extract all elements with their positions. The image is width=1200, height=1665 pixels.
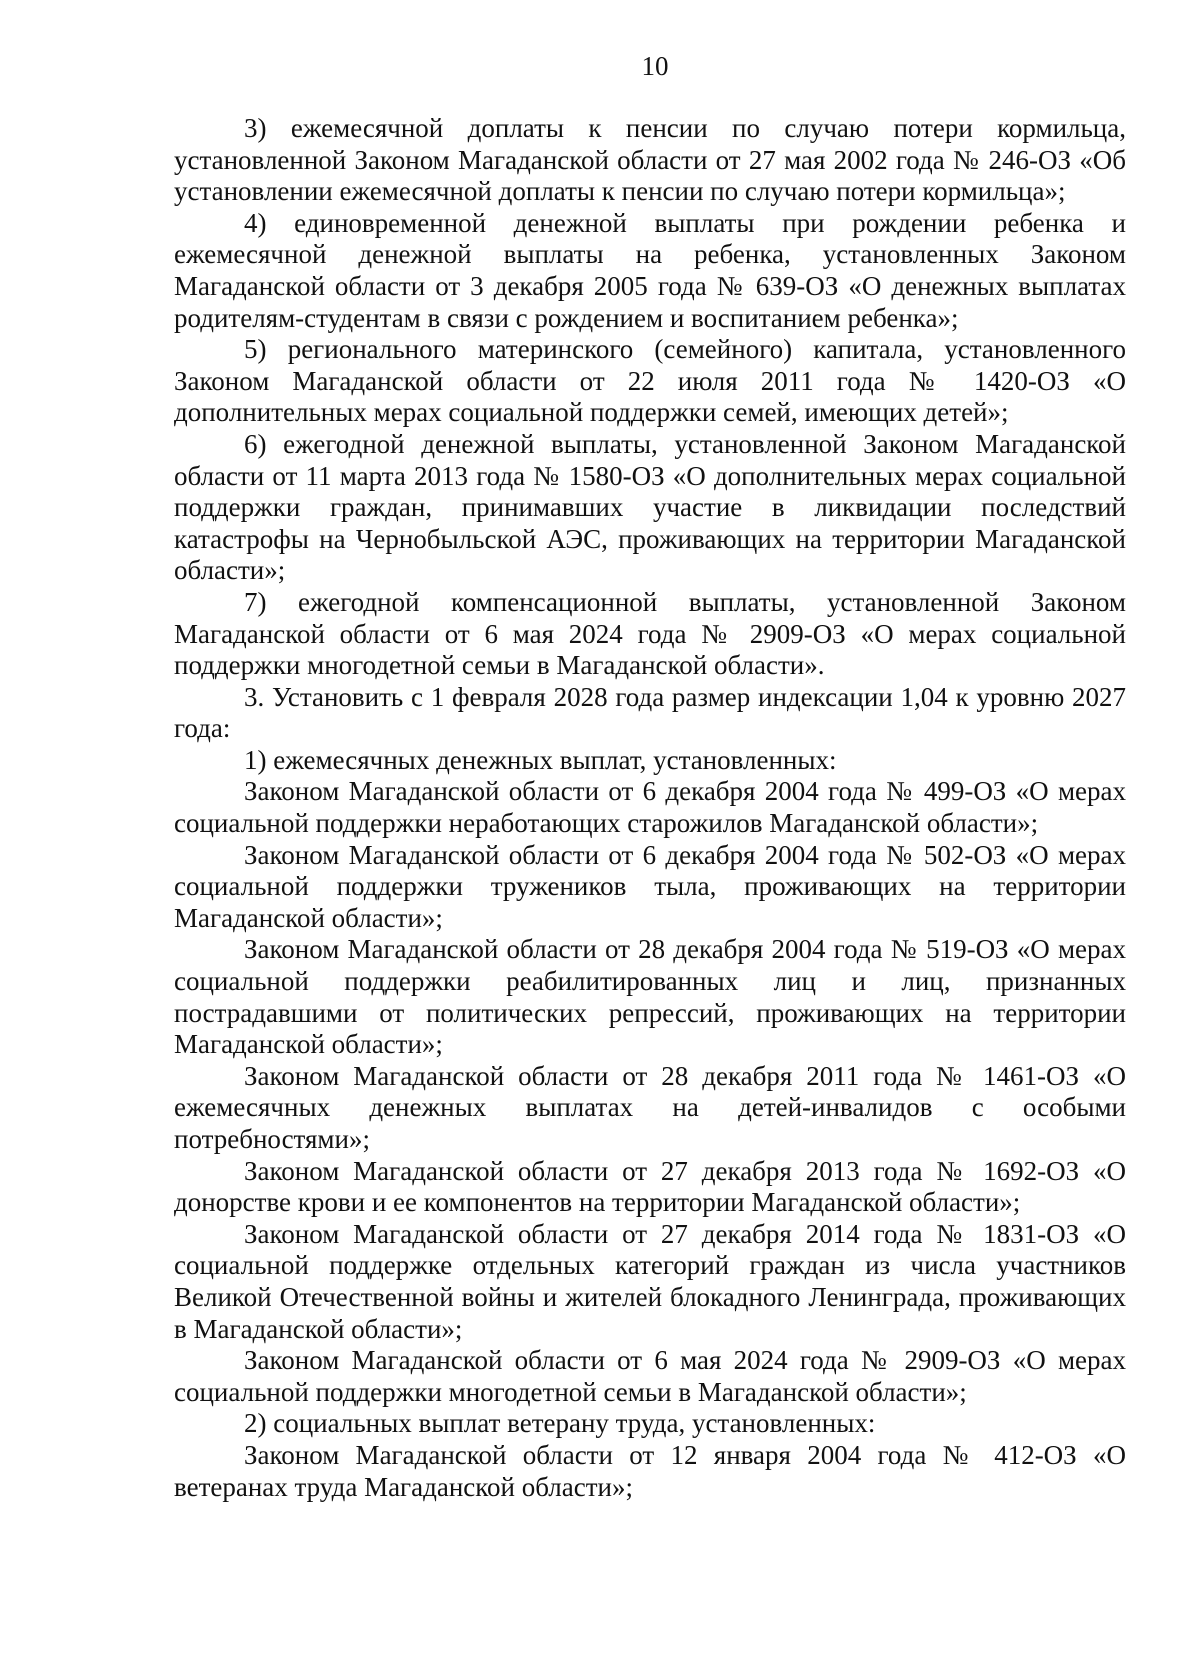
paragraph-subitem-2-labor-veteran: 2) социальных выплат ветерану труда, установленных: [244, 1408, 876, 1439]
paragraph-item-6-chernobyl-payment: 6) ежегодной денежной выплаты, установленной Законом Магаданской области от 11 марта 2013 года № 1580-ОЗ «О дополнительных мерах социальной поддержки граждан, принимавших участие в ликвидации последствий катастрофы на Чернобыльской АЭС, проживающих на территории Магаданской области»; [174, 428, 1126, 586]
paragraph-law-1831: Законом Магаданской области от 27 декабря 2014 года № 1831-ОЗ «О социальной поддержке отдельных категорий граждан из числа участников Великой Отечественной войны и жителей блокадного Ленинграда, проживающих в Магаданской области»; [174, 1218, 1126, 1344]
page-number: 10 [641, 51, 669, 81]
paragraph-item-3-survivor-pension: 3) ежемесячной доплаты к пенсии по случаю потери кормильца, установленной Законом Магаданской области от 27 мая 2002 года № 246-ОЗ «Об установлении ежемесячной доплаты к пенсии по случаю потери кормильца»; [174, 113, 1126, 207]
paragraph-item-5-maternity-capital: 5) регионального материнского (семейного) капитала, установленного Законом Магаданской области от 22 июля 2011 года № 1420-ОЗ «О дополнительных мерах социальной поддержки семей, имеющих детей»; [174, 334, 1126, 428]
paragraph-law-519: Законом Магаданской области от 28 декабря 2004 года № 519-ОЗ «О мерах социальной поддержки реабилитированных лиц и лиц, признанных пострадавшими от политических репрессий, проживающих на территории Магаданской области»; [174, 934, 1126, 1060]
paragraph-law-1461: Законом Магаданской области от 28 декабря 2011 года № 1461-ОЗ «О ежемесячных денежных выплатах на детей-инвалидов с особыми потребностями»; [174, 1060, 1126, 1154]
paragraph-law-499: Законом Магаданской области от 6 декабря 2004 года № 499-ОЗ «О мерах социальной поддержки неработающих старожилов Магаданской области»; [174, 776, 1126, 839]
paragraph-law-2909: Законом Магаданской области от 6 мая 2024 года № 2909-ОЗ «О мерах социальной поддержки многодетной семьи в Магаданской области»; [174, 1345, 1126, 1407]
document-body [174, 113, 1126, 1503]
paragraph-law-502: Законом Магаданской области от 6 декабря 2004 года № 502-ОЗ «О мерах социальной поддержки тружеников тыла, проживающих на территории Магаданской области»; [174, 839, 1126, 933]
paragraph-subitem-1-monthly-payments: 1) ежемесячных денежных выплат, установленных: [244, 744, 837, 775]
paragraph-law-412: Законом Магаданской области от 12 января 2004 года № 412-ОЗ «О ветеранах труда Магаданской области»; [174, 1439, 1126, 1502]
paragraph-item-4-birth-payment: 4) единовременной денежной выплаты при рождении ребенка и ежемесячной денежной выплаты на ребенка, установленных Законом Магаданской области от 3 декабря 2005 года № 639-ОЗ «О денежных выплатах родителям-студентам в связи с рождением и воспитанием ребенка»; [174, 207, 1126, 333]
paragraph-section-3-indexation: 3. Установить с 1 февраля 2028 года размер индексации 1,04 к уровню 2027 года: [174, 681, 1126, 744]
paragraph-law-1692: Законом Магаданской области от 27 декабря 2013 года № 1692-ОЗ «О донорстве крови и ее компонентов на территории Магаданской области»; [174, 1155, 1126, 1218]
paragraph-item-7-large-family-compensation: 7) ежегодной компенсационной выплаты, установленной Законом Магаданской области от 6 мая 2024 года № 2909-ОЗ «О мерах социальной поддержки многодетной семьи в Магаданской области». [174, 586, 1126, 681]
